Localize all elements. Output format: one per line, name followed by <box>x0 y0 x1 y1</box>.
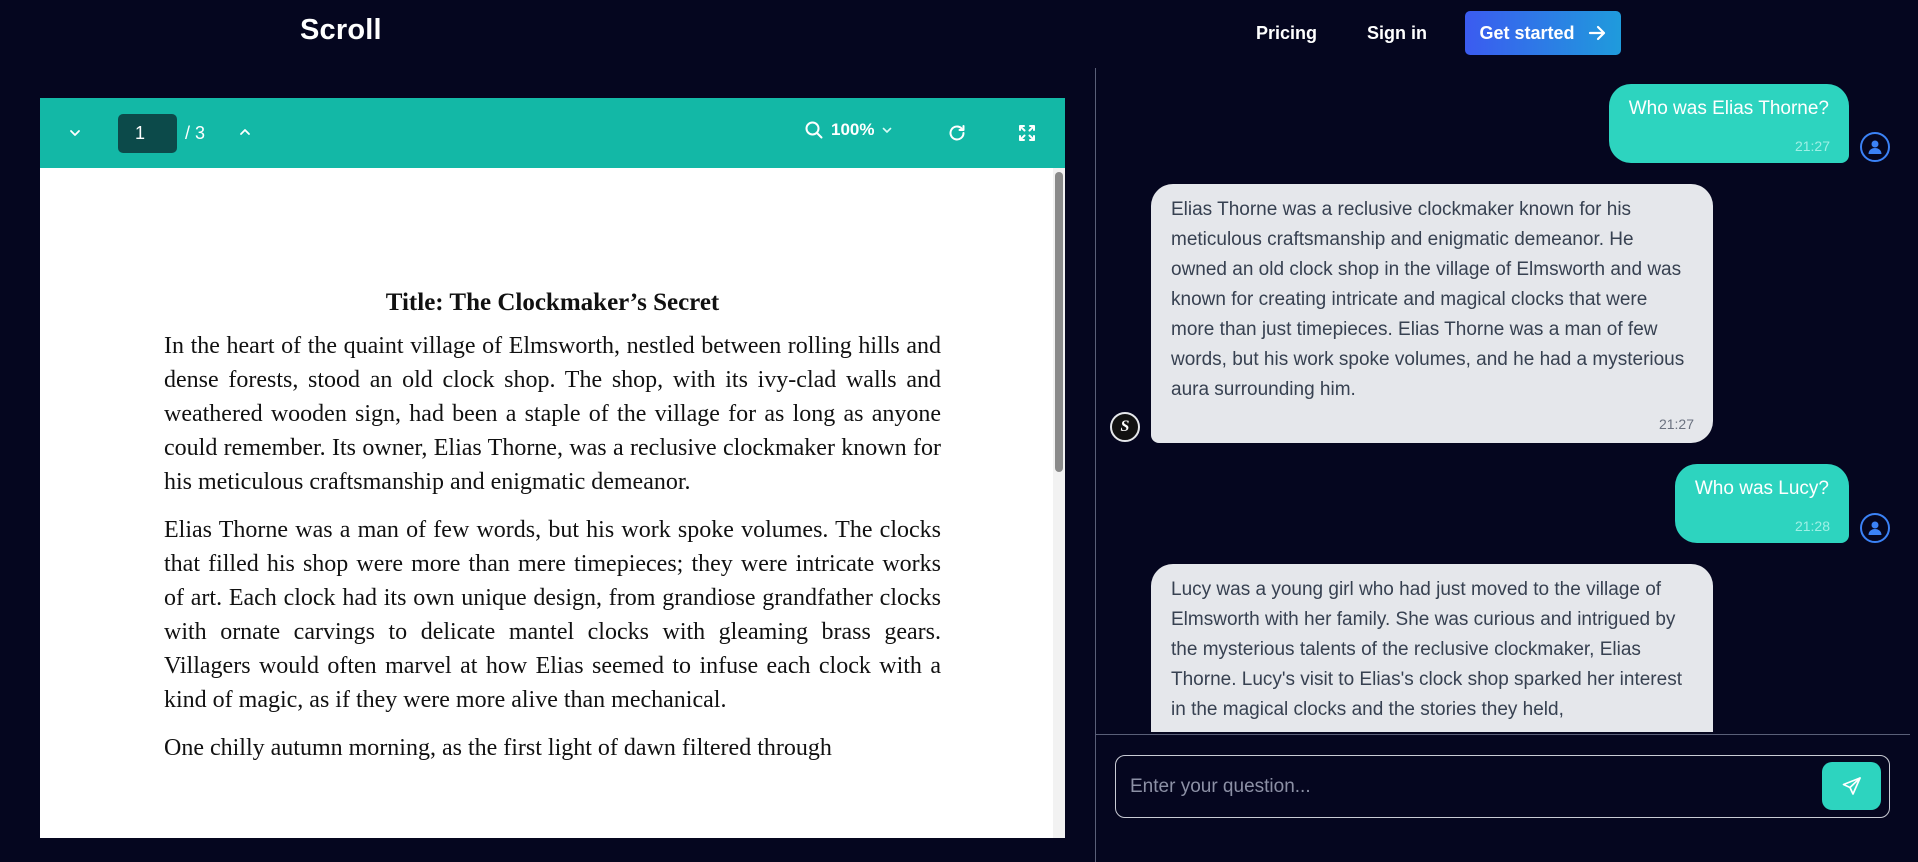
rotate-button[interactable] <box>942 118 972 148</box>
chat-input-box <box>1115 755 1890 818</box>
zoom-level: 100% <box>831 120 875 139</box>
question-input[interactable] <box>1130 756 1820 817</box>
page-total: / 3 <box>185 123 206 143</box>
sign-in-link[interactable]: Sign in <box>1367 22 1427 43</box>
message-text: Elias Thorne was a reclusive clockmaker known for his meticulous craftsmanship and enigmatic demeanor. He owned an old clock shop in the village of Elmsworth and was known for creating intricate and magical clocks that were more than just timepieces. Elias Thorne was a man of few words, but his work spoke volumes, and he had a mysterious aura surrounding him. <box>1171 199 1685 400</box>
message-text: Who was Lucy? <box>1694 478 1829 499</box>
chevron-down-icon <box>68 126 82 140</box>
bot-avatar: S <box>1110 412 1140 442</box>
user-message <box>1609 84 1849 163</box>
user-message <box>1675 464 1849 543</box>
user-avatar <box>1860 513 1890 543</box>
arrow-right-icon <box>1587 23 1607 43</box>
user-icon <box>1866 138 1884 156</box>
message-time: 21:28 <box>1794 518 1830 534</box>
message-text: Who was Elias Thorne? <box>1628 98 1829 119</box>
document-paragraph: One chilly autumn morning, as the first light of dawn filtered through <box>164 735 832 761</box>
pricing-link[interactable]: Pricing <box>1255 22 1317 43</box>
document-scrollbar-thumb[interactable] <box>1055 172 1063 472</box>
expand-icon <box>1018 124 1036 142</box>
get-started-button[interactable] <box>1465 11 1621 55</box>
rotate-icon <box>947 123 967 143</box>
logo[interactable]: Scroll <box>300 14 382 46</box>
document-paragraph: Elias Thorne was a man of few words, but his work spoke volumes. The clocks that filled his shop were more than mere timepieces; they were intricate works of art. Each clock had its own unique design, from grandiose grandfather clocks with ornate carvings to delicate mantel clocks with gleaming brass gears. Villagers would often marvel at how Elias seemed to infuse each clock with a kind of magic, as if they were more alive than mechanical. <box>164 517 941 713</box>
chat-thread <box>1096 68 1910 732</box>
user-icon <box>1866 519 1884 537</box>
search-icon <box>804 120 824 140</box>
chevron-down-icon <box>881 124 893 136</box>
top-nav <box>1256 11 1621 55</box>
document-page <box>40 168 1053 838</box>
chevron-up-icon <box>238 125 252 139</box>
chat-input-divider <box>1096 734 1910 735</box>
message-time: 21:27 <box>1658 416 1694 432</box>
bot-message <box>1151 184 1713 443</box>
message-text: Lucy was a young girl who had just moved to the village of Elmsworth with her family. She was curious and intrigued by the mysterious talents of the reclusive clockmaker, Elias Thorne. Lucy's visit to Elias's clock shop sparked her interest in the magical clocks and the stories they held, <box>1171 579 1682 720</box>
page-number-input[interactable] <box>118 114 177 153</box>
get-started-label: Get started <box>1479 22 1575 43</box>
user-avatar <box>1860 132 1890 162</box>
send-icon <box>1841 775 1863 797</box>
message-time: 21:27 <box>1794 138 1830 154</box>
prev-page-button[interactable] <box>62 120 88 146</box>
document-paragraph: In the heart of the quaint village of Elmsworth, nestled between rolling hills and dense forests, stood an old clock shop. The shop, with its ivy-clad walls and weathered wooden sign, had been a staple of the village for as long as anyone could remember. Its owner, Elias Thorne, was a reclusive clockmaker known for his meticulous craftsmanship and enigmatic demeanor. <box>164 333 941 495</box>
next-page-button[interactable] <box>232 119 258 145</box>
document-content <box>164 289 941 779</box>
zoom-control[interactable] <box>804 120 893 140</box>
fullscreen-button[interactable] <box>1012 118 1042 148</box>
document-title: Title: The Clockmaker’s Secret <box>385 289 720 316</box>
bot-message <box>1151 564 1713 732</box>
viewer-toolbar <box>40 98 1065 168</box>
send-button[interactable] <box>1822 762 1881 810</box>
pdf-viewer <box>40 98 1065 838</box>
